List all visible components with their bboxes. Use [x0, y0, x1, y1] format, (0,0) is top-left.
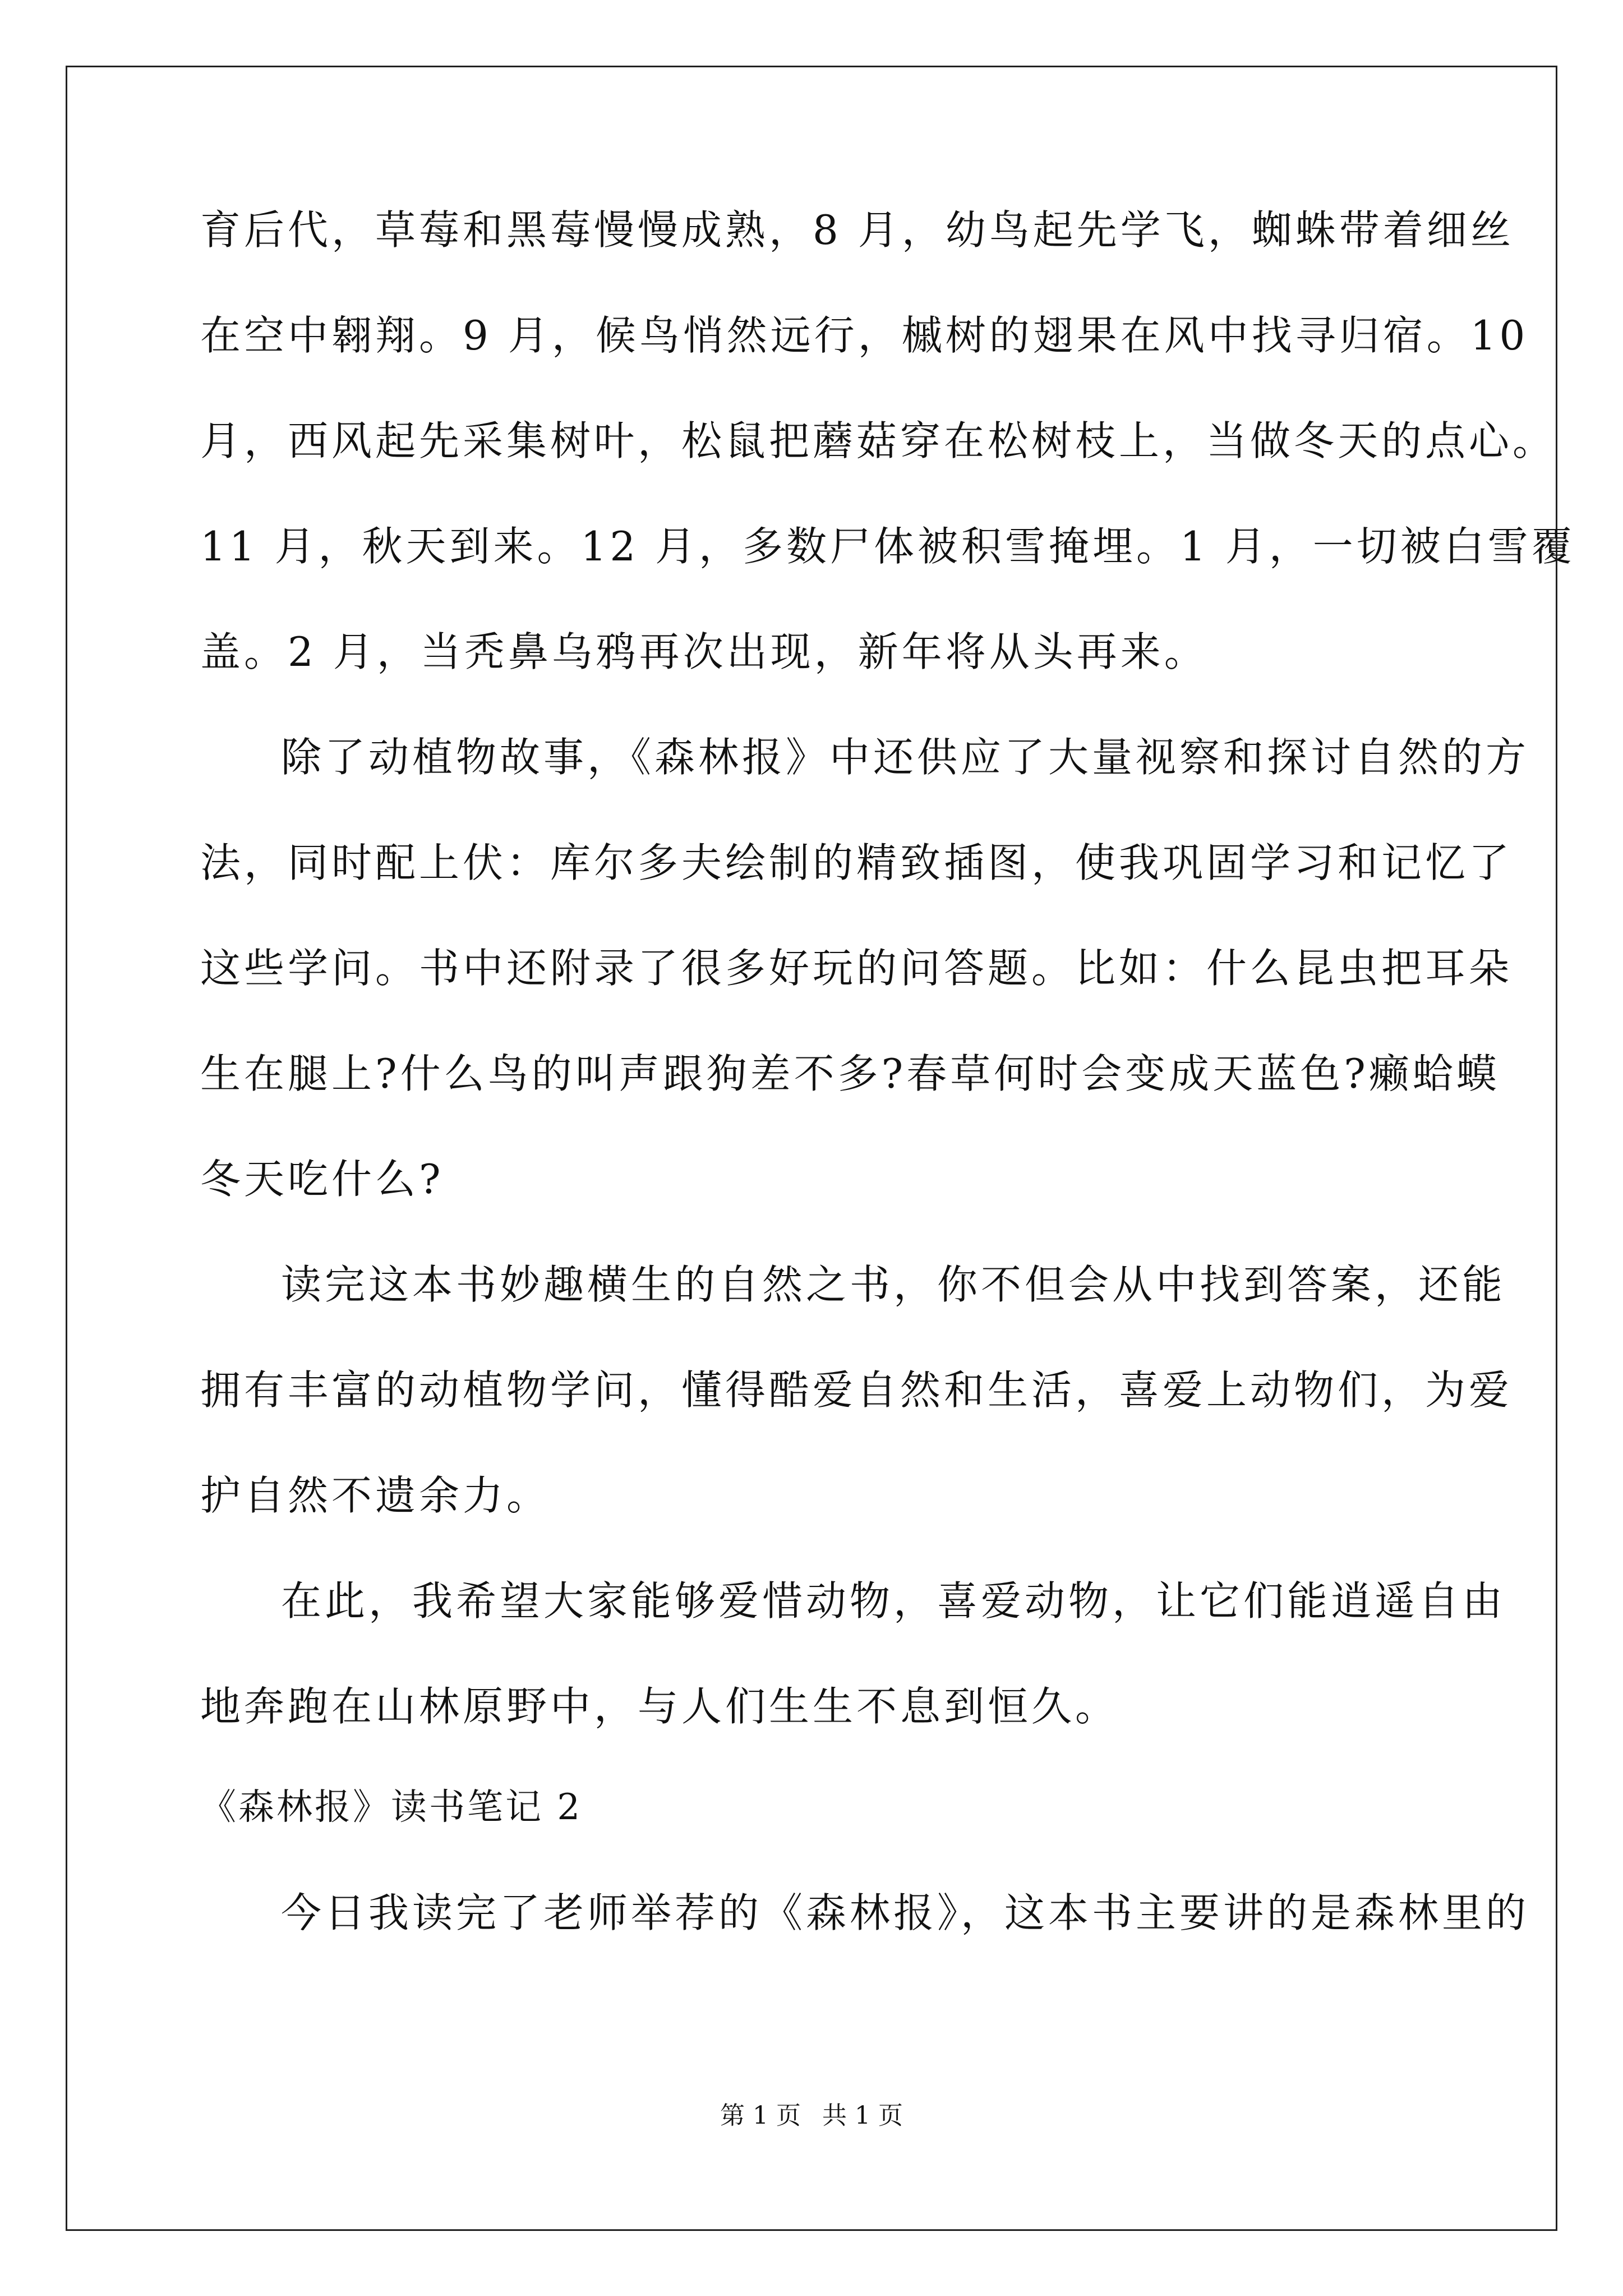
paragraph-5-line-1: 今日我读完了老师举荐的《森林报》，这本书主要讲的是森林里的: [281, 1889, 1530, 1936]
paragraph-2-line-4: 生在腿上?什么鸟的叫声跟狗差不多?春草何时会变成天蓝色?癞蛤蟆: [200, 1050, 1500, 1097]
section-heading: 《森林报》读书笔记 2: [200, 1787, 583, 1828]
paragraph-1-line-5: 盖。2 月，当秃鼻乌鸦再次出现，新年将从头再来。: [200, 628, 1208, 675]
paragraph-2-line-3: 这些学问。书中还附录了很多好玩的问答题。比如：什么昆虫把耳朵: [200, 945, 1513, 992]
page-total: 共 1 页: [822, 2101, 903, 2130]
paragraph-1-line-2: 在空中翱翔。9 月，候鸟悄然远行，槭树的翅果在风中找寻归宿。10: [200, 312, 1529, 359]
page-number: 第 1 页: [720, 2101, 801, 2130]
paragraph-3-line-2: 拥有丰富的动植物学问，懂得酷爱自然和生活，喜爱上动物们，为爱: [200, 1366, 1513, 1414]
paragraph-3-line-3: 护自然不遗余力。: [200, 1472, 551, 1519]
paragraph-1-line-3: 月，西风起先采集树叶，松鼠把蘑菇穿在松树枝上，当做冬天的点心。: [200, 417, 1557, 464]
paragraph-1-line-1: 育后代，草莓和黑莓慢慢成熟，8 月，幼鸟起先学飞，蜘蛛带着细丝: [200, 206, 1514, 254]
paragraph-2-line-1: 除了动植物故事，《森林报》中还供应了大量视察和探讨自然的方: [281, 734, 1530, 781]
paragraph-4-line-1: 在此，我希望大家能够爱惜动物，喜爱动物，让它们能逍遥自由: [281, 1577, 1506, 1625]
paragraph-2-line-5: 冬天吃什么?: [200, 1156, 444, 1203]
paragraph-3-line-1: 读完这本书妙趣横生的自然之书，你不但会从中找到答案，还能: [281, 1261, 1506, 1308]
paragraph-4-line-2: 地奔跑在山林原野中，与人们生生不息到恒久。: [200, 1683, 1119, 1730]
paragraph-1-line-4: 11 月，秋天到来。12 月，多数尸体被积雪掩埋。1 月，一切被白雪覆: [200, 523, 1575, 570]
page-footer: [0, 2099, 1623, 2133]
paragraph-2-line-2: 法，同时配上伏：库尔多夫绘制的精致插图，使我巩固学习和记忆了: [200, 839, 1513, 886]
